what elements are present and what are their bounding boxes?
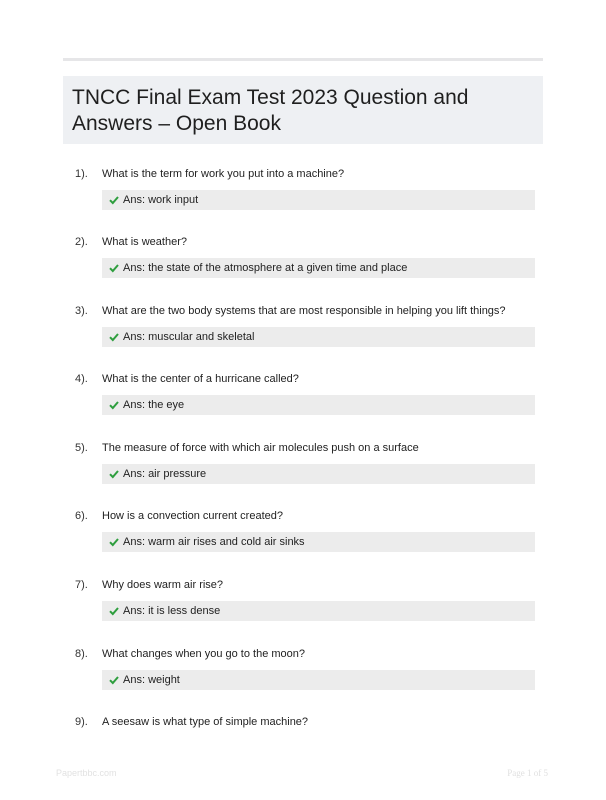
top-divider: [63, 58, 543, 61]
check-icon: [109, 332, 119, 342]
check-icon: [109, 400, 119, 410]
question-number: 4).: [75, 373, 88, 385]
question-number: 9).: [75, 716, 88, 728]
question-text: What changes when you go to the moon?: [102, 648, 306, 660]
answer-box: [102, 395, 535, 415]
answer-box: [102, 258, 535, 278]
answer-box: [102, 327, 535, 347]
answer-box: [102, 532, 535, 552]
answer-box: [102, 190, 535, 210]
check-icon: [109, 675, 119, 685]
check-icon: [109, 606, 119, 616]
answer-text: Ans: warm air rises and cold air sinks: [123, 536, 305, 548]
question-number: 7).: [75, 579, 88, 591]
question-text: How is a convection current created?: [102, 510, 283, 522]
question-number: 1).: [75, 168, 88, 180]
check-icon: [109, 537, 119, 547]
question-text: What is weather?: [102, 236, 187, 248]
question-number: 8).: [75, 648, 88, 660]
answer-box: [102, 464, 535, 484]
check-icon: [109, 469, 119, 479]
answer-text: Ans: the eye: [123, 399, 185, 411]
check-icon: [109, 195, 119, 205]
answer-text: Ans: it is less dense: [123, 605, 221, 617]
answer-text: Ans: weight: [123, 674, 180, 686]
question-number: 2).: [75, 236, 88, 248]
page-title: TNCC Final Exam Test 2023 Question and Answers – Open Book: [72, 86, 469, 135]
question-text: A seesaw is what type of simple machine?: [102, 716, 309, 728]
footer-watermark: Papertbbc.com: [56, 768, 117, 778]
answer-box: [102, 670, 535, 690]
answer-text: Ans: work input: [123, 194, 199, 206]
question-number: 6).: [75, 510, 88, 522]
answer-box: [102, 601, 535, 621]
question-text: What is the center of a hurricane called?: [102, 373, 299, 385]
title-banner: [63, 76, 543, 144]
check-icon: [109, 263, 119, 273]
question-number: 5).: [75, 442, 88, 454]
question-text: The measure of force with which air molecules push on a surface: [102, 442, 419, 454]
answer-text: Ans: the state of the atmosphere at a given time and place: [123, 262, 408, 274]
question-text: What is the term for work you put into a machine?: [102, 168, 345, 180]
page-number: Page 1 of 5: [507, 768, 548, 778]
answer-text: Ans: air pressure: [123, 468, 207, 480]
question-number: 3).: [75, 305, 88, 317]
answer-text: Ans: muscular and skeletal: [123, 331, 255, 343]
question-text: Why does warm air rise?: [102, 579, 224, 591]
question-text: What are the two body systems that are most responsible in helping you lift things?: [102, 305, 506, 317]
